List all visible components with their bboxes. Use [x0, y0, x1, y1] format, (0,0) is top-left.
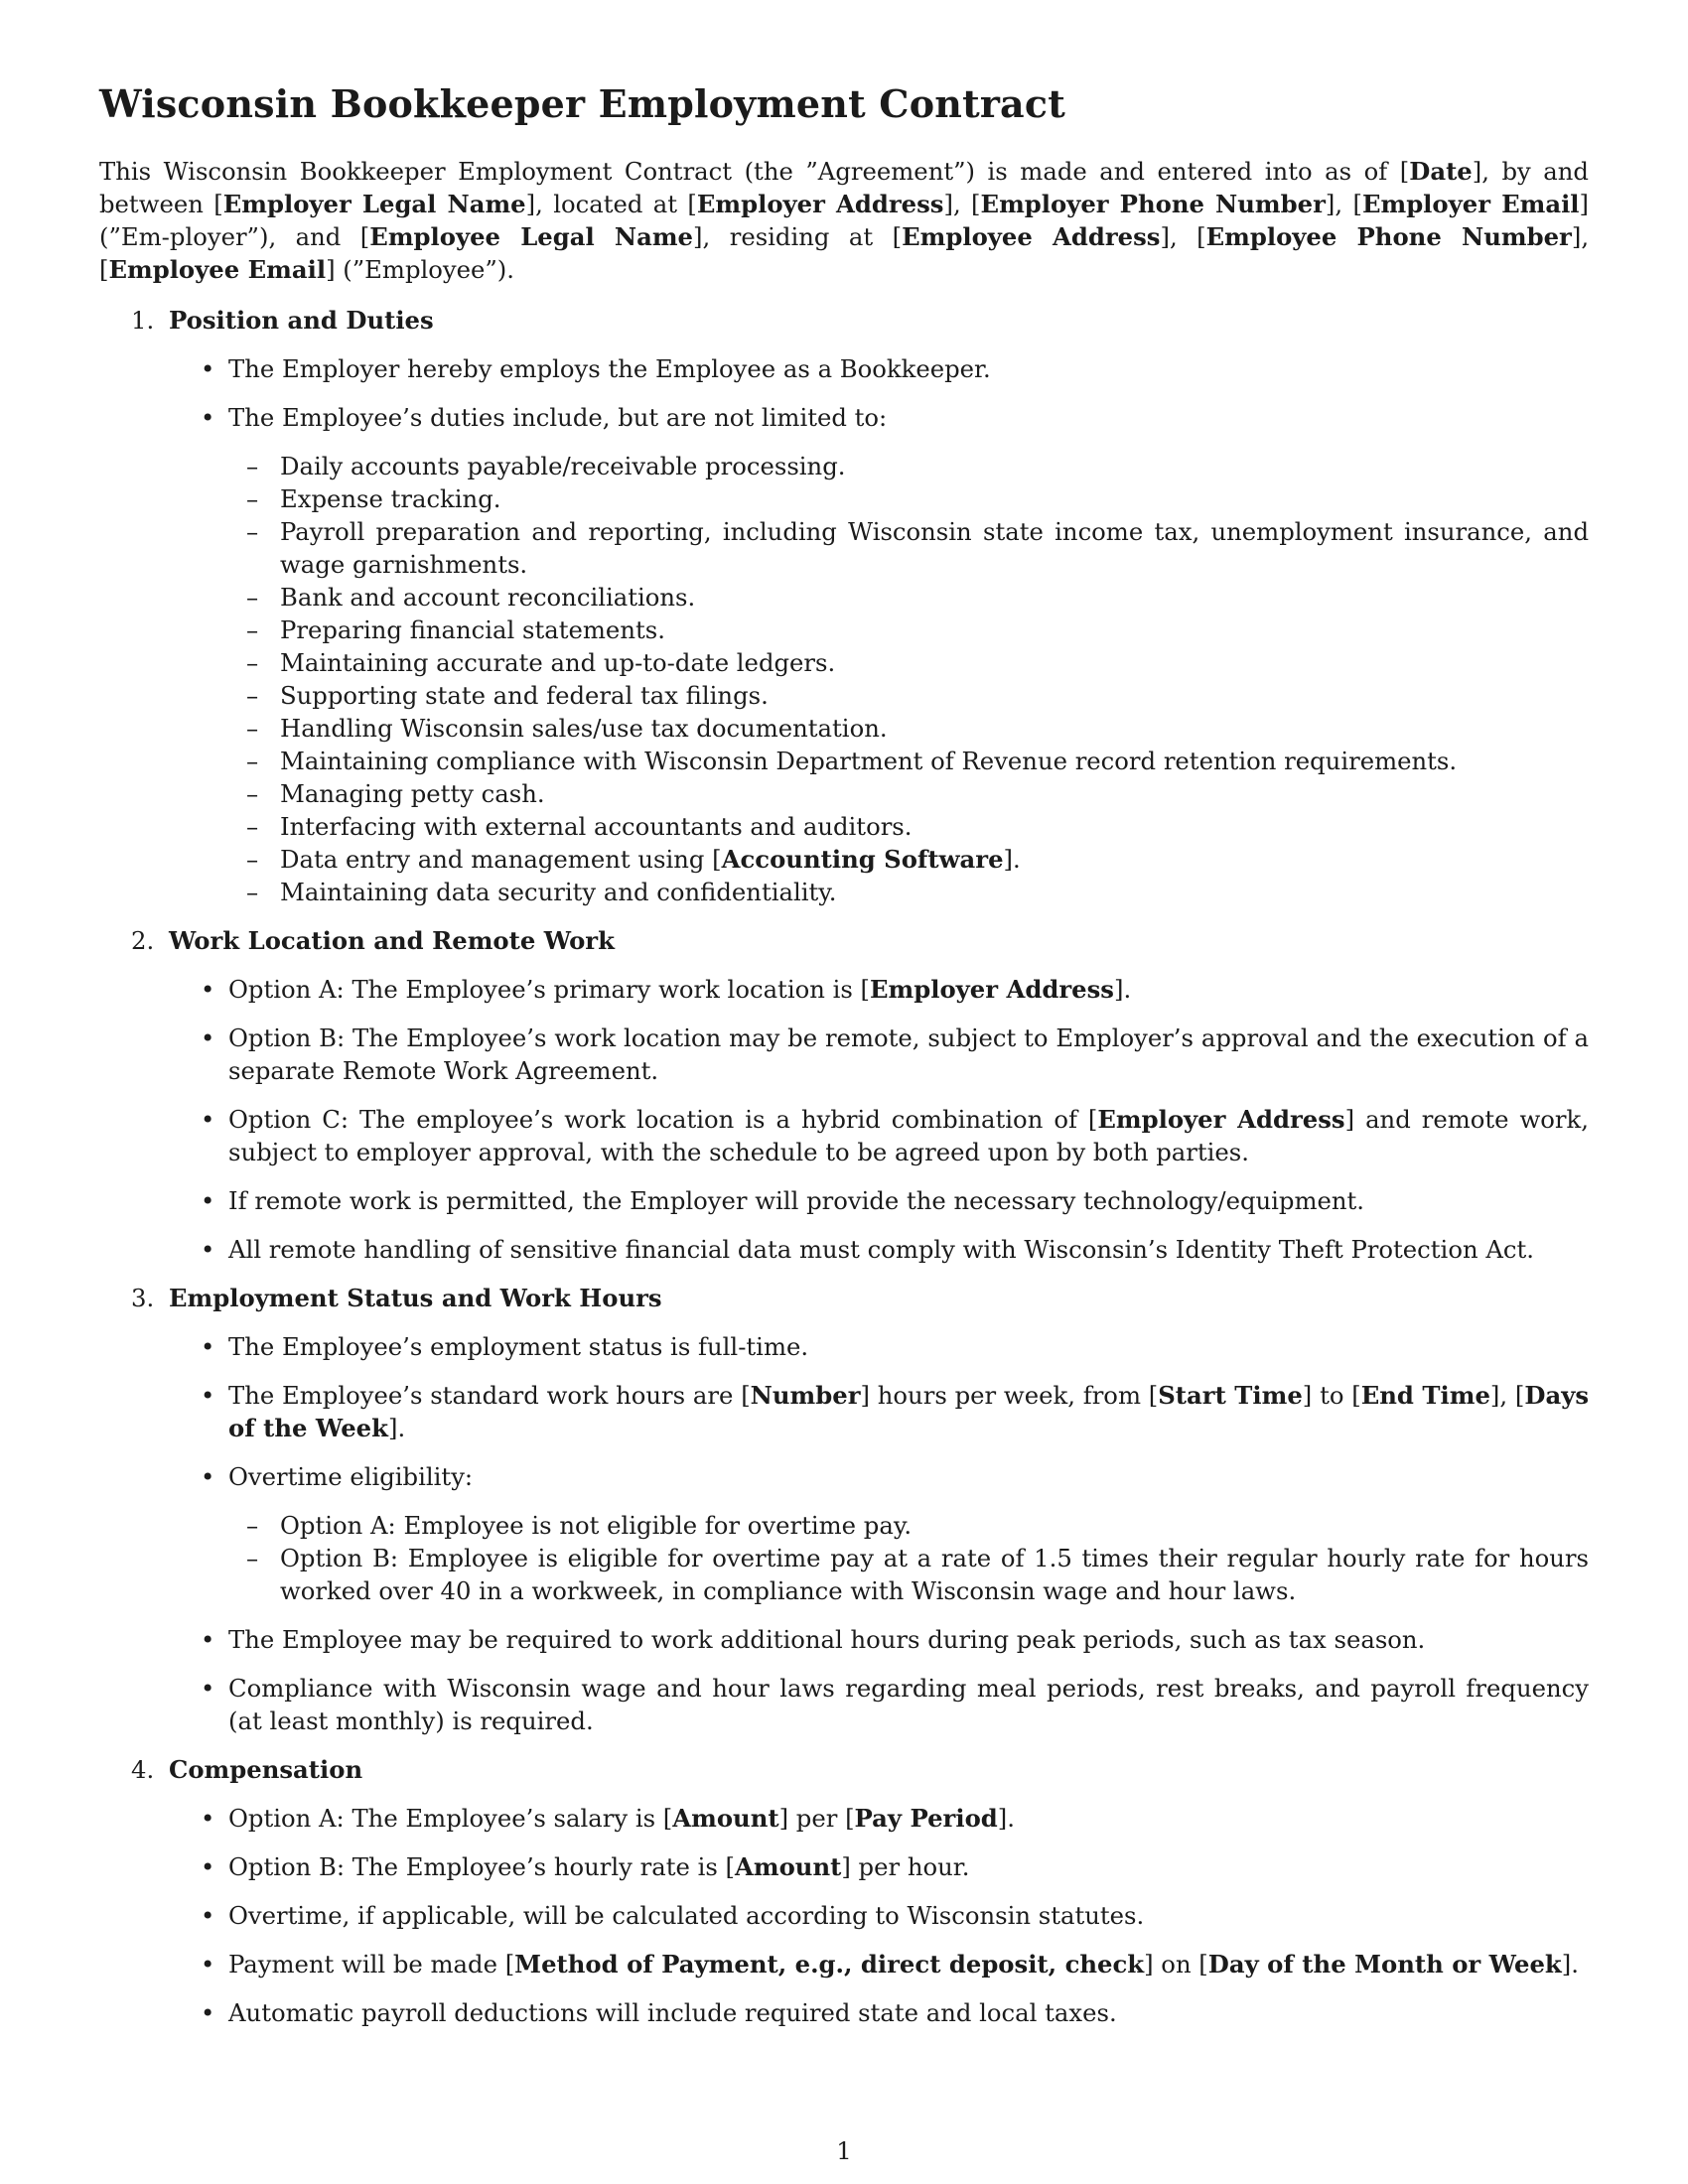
- duty-item: [228, 515, 1589, 581]
- list-item: [169, 1330, 1589, 1363]
- duty-text: Handling Wisconsin sales/use tax documentation.: [280, 713, 888, 743]
- list-item-text: ].: [387, 1413, 406, 1442]
- placeholder-payment-day: Day of the Month or Week: [1207, 1949, 1562, 1979]
- list-item: [169, 352, 1589, 385]
- list-item-text: The Employee’s duties include, but are not limited to:: [228, 402, 888, 432]
- duty-text: Expense tracking.: [280, 483, 501, 513]
- placeholder-days-of-week: Days of the Week: [228, 1380, 1590, 1442]
- duty-text: Maintaining accurate and up-to-date ledgers.: [280, 647, 836, 677]
- bullet-icon: •: [201, 1234, 215, 1264]
- list-item: [169, 1623, 1589, 1656]
- dash-icon: –: [246, 451, 259, 480]
- placeholder-start-time: Start Time: [1158, 1380, 1303, 1410]
- list-item-text: Option B: The Employee’s hourly rate is [: [228, 1851, 736, 1881]
- placeholder-employee-address: Employee Address: [902, 221, 1161, 251]
- dash-icon: –: [246, 746, 259, 775]
- list-item: [169, 1948, 1589, 1980]
- placeholder-employee-legal-name: Employee Legal Name: [369, 221, 694, 251]
- bullet-icon: •: [201, 1023, 215, 1052]
- overtime-option: [228, 1542, 1589, 1607]
- list-item-text: ], [: [1489, 1380, 1525, 1410]
- bullet-list: [169, 1802, 1589, 2029]
- section-employment-status: [99, 1282, 1589, 1737]
- placeholder-employer-address: Employer Address: [870, 974, 1114, 1004]
- duty-item: [228, 810, 1589, 843]
- section-number: 4.: [131, 1754, 155, 1784]
- dash-icon: –: [246, 1510, 259, 1540]
- duty-text: Maintaining data security and confidentiality.: [280, 877, 837, 906]
- list-item-text: ] and remote work, subject to employer approval, with the schedule to be agreed upon by both parties.: [228, 1104, 1589, 1166]
- placeholder-accounting-software: Accounting Software: [721, 844, 1004, 874]
- duty-item: [228, 712, 1589, 745]
- intro-text: ], [: [1160, 221, 1206, 251]
- bullet-list: [169, 352, 1589, 908]
- section-number: 2.: [131, 925, 155, 955]
- list-item-text: ] per [: [778, 1803, 855, 1833]
- placeholder-date: Date: [1409, 156, 1473, 186]
- list-item-text: Option C: The employee’s work location is a hybrid combination of [: [228, 1104, 1098, 1134]
- overtime-options-list: [228, 1509, 1589, 1607]
- list-item: [169, 1672, 1589, 1737]
- list-item: [169, 1184, 1589, 1217]
- placeholder-employer-email: Employer Email: [1361, 189, 1580, 218]
- list-item-text: Payment will be made [: [228, 1949, 515, 1979]
- placeholder-end-time: End Time: [1360, 1380, 1490, 1410]
- duty-text: Payroll preparation and reporting, including Wisconsin state income tax, unemployment insurance, and wage garnishments.: [280, 516, 1589, 579]
- bullet-icon: •: [201, 1380, 215, 1410]
- list-item: [169, 1899, 1589, 1932]
- section-work-location: [99, 924, 1589, 1266]
- duty-text: Supporting state and federal tax filings.: [280, 680, 769, 710]
- list-item-text: The Employee’s standard work hours are [: [228, 1380, 751, 1410]
- duty-item: [228, 646, 1589, 679]
- duty-text: Maintaining compliance with Wisconsin Department of Revenue record retention requirements.: [280, 746, 1458, 775]
- duty-text: Data entry and management using [: [280, 844, 722, 874]
- intro-text: This Wisconsin Bookkeeper Employment Contract (the ”Agreement”) is made and entered into as of [: [99, 156, 1410, 186]
- bullet-list: [169, 973, 1589, 1266]
- duty-item: [228, 843, 1589, 876]
- dash-icon: –: [246, 614, 259, 644]
- dash-icon: –: [246, 713, 259, 743]
- bullet-icon: •: [201, 1997, 215, 2027]
- option-text: Option A: Employee is not eligible for overtime pay.: [280, 1510, 913, 1540]
- document-page: [99, 81, 1589, 2045]
- section-heading: Compensation: [169, 1754, 363, 1784]
- placeholder-employer-address: Employer Address: [696, 189, 944, 218]
- overtime-option: [228, 1509, 1589, 1542]
- bullet-icon: •: [201, 1949, 215, 1979]
- intro-text: ], located at [: [525, 189, 697, 218]
- list-item-text: ] hours per week, from [: [860, 1380, 1159, 1410]
- section-heading: Employment Status and Work Hours: [169, 1283, 662, 1312]
- list-item: [169, 973, 1589, 1006]
- list-item-text: ] per hour.: [841, 1851, 970, 1881]
- list-item: [169, 1379, 1589, 1444]
- dash-icon: –: [246, 1543, 259, 1572]
- bullet-icon: •: [201, 1461, 215, 1491]
- list-item: [169, 1802, 1589, 1835]
- dash-icon: –: [246, 811, 259, 841]
- duty-item: [228, 777, 1589, 810]
- intro-text: ] (”Employee”).: [326, 254, 515, 284]
- placeholder-amount: Amount: [735, 1851, 842, 1881]
- list-item-text: Compliance with Wisconsin wage and hour laws regarding meal periods, rest breaks, and payroll frequency (at least monthly) is required.: [228, 1673, 1589, 1735]
- duty-item: [228, 745, 1589, 777]
- bullet-icon: •: [201, 1624, 215, 1654]
- intro-text: ], by and between [: [99, 156, 1589, 218]
- dash-icon: –: [246, 483, 259, 513]
- section-number: 1.: [131, 305, 155, 335]
- dash-icon: –: [246, 844, 259, 874]
- placeholder-payment-method: Method of Payment, e.g., direct deposit, check: [514, 1949, 1145, 1979]
- bullet-icon: •: [201, 1803, 215, 1833]
- list-item-text: All remote handling of sensitive financial data must comply with Wisconsin’s Identity Theft Protection Act.: [228, 1234, 1534, 1264]
- list-item-text: Option A: The Employee’s primary work location is [: [228, 974, 871, 1004]
- duty-item: [228, 614, 1589, 646]
- dash-icon: –: [246, 680, 259, 710]
- section-compensation: [99, 1753, 1589, 2029]
- bullet-icon: •: [201, 1900, 215, 1930]
- option-text: Option B: Employee is eligible for overtime pay at a rate of 1.5 times their regular hourly rate for hours worked over 40 in a workweek, in compliance with Wisconsin wage and hour laws.: [280, 1543, 1589, 1605]
- list-item-text: The Employer hereby employs the Employee as a Bookkeeper.: [228, 353, 991, 383]
- list-item-text: Option B: The Employee’s work location may be remote, subject to Employer’s approval and the execution of a separate Remote Work Agreement.: [228, 1023, 1589, 1085]
- bullet-icon: •: [201, 353, 215, 383]
- bullet-icon: •: [201, 1331, 215, 1361]
- placeholder-employer-address: Employer Address: [1097, 1104, 1345, 1134]
- placeholder-employer-phone: Employer Phone Number: [980, 189, 1326, 218]
- list-item-text: Overtime eligibility:: [228, 1461, 474, 1491]
- placeholder-employer-legal-name: Employer Legal Name: [222, 189, 526, 218]
- intro-paragraph: [99, 155, 1589, 286]
- bullet-icon: •: [201, 1104, 215, 1134]
- intro-text: ], [: [99, 221, 1590, 284]
- duty-item: [228, 876, 1589, 908]
- duty-text: Preparing financial statements.: [280, 614, 665, 644]
- duty-item: [228, 581, 1589, 614]
- page-number: 1: [836, 2136, 852, 2165]
- list-item-text: Automatic payroll deductions will include required state and local taxes.: [228, 1997, 1117, 2027]
- intro-text: ], residing at [: [693, 221, 903, 251]
- placeholder-number: Number: [750, 1380, 861, 1410]
- section-heading: Position and Duties: [169, 305, 434, 335]
- duty-text: ].: [1003, 844, 1021, 874]
- intro-text: ], [: [943, 189, 981, 218]
- section-position-duties: [99, 304, 1589, 908]
- bullet-icon: •: [201, 402, 215, 432]
- list-item-text: ] on [: [1144, 1949, 1208, 1979]
- duty-text: Managing petty cash.: [280, 778, 545, 808]
- dash-icon: –: [246, 877, 259, 906]
- list-item-text: If remote work is permitted, the Employer will provide the necessary technology/equipment.: [228, 1185, 1365, 1215]
- list-item: [169, 1233, 1589, 1266]
- list-item-text: ].: [1561, 1949, 1579, 1979]
- list-item: [169, 1996, 1589, 2029]
- bullet-icon: •: [201, 1851, 215, 1881]
- bullet-icon: •: [201, 974, 215, 1004]
- list-item-text: The Employee may be required to work additional hours during peak periods, such as tax season.: [228, 1624, 1426, 1654]
- duty-item: [228, 482, 1589, 515]
- document-title: Wisconsin Bookkeeper Employment Contract: [99, 81, 1065, 126]
- list-item: [169, 1850, 1589, 1883]
- duty-text: Bank and account reconciliations.: [280, 582, 696, 612]
- list-item-text: ] to [: [1302, 1380, 1361, 1410]
- list-item-text: Overtime, if applicable, will be calculated according to Wisconsin statutes.: [228, 1900, 1145, 1930]
- dash-icon: –: [246, 647, 259, 677]
- duty-text: Daily accounts payable/receivable processing.: [280, 451, 846, 480]
- dash-icon: –: [246, 778, 259, 808]
- list-item-text: Option A: The Employee’s salary is [: [228, 1803, 673, 1833]
- placeholder-pay-period: Pay Period: [854, 1803, 998, 1833]
- list-item: [169, 1022, 1589, 1087]
- bullet-icon: •: [201, 1185, 215, 1215]
- list-item-text: ].: [997, 1803, 1015, 1833]
- section-heading: Work Location and Remote Work: [169, 925, 615, 955]
- bullet-list: [169, 1330, 1589, 1737]
- intro-text: ], [: [1325, 189, 1362, 218]
- duty-item: [228, 450, 1589, 482]
- list-item-text: ].: [1113, 974, 1132, 1004]
- list-item: [169, 1460, 1589, 1607]
- intro-text: ] (”Em-ployer”), and [: [99, 189, 1590, 251]
- placeholder-employee-phone: Employee Phone Number: [1205, 221, 1572, 251]
- dash-icon: –: [246, 516, 259, 546]
- list-item: [169, 1103, 1589, 1168]
- section-list: [99, 304, 1589, 2029]
- duty-text: Interfacing with external accountants and auditors.: [280, 811, 913, 841]
- duty-item: [228, 679, 1589, 712]
- section-number: 3.: [131, 1283, 155, 1312]
- duties-list: [228, 450, 1589, 908]
- dash-icon: –: [246, 582, 259, 612]
- list-item-text: The Employee’s employment status is full-time.: [228, 1331, 809, 1361]
- placeholder-employee-email: Employee Email: [108, 254, 327, 284]
- list-item: [169, 401, 1589, 908]
- bullet-icon: •: [201, 1673, 215, 1703]
- placeholder-amount: Amount: [672, 1803, 779, 1833]
